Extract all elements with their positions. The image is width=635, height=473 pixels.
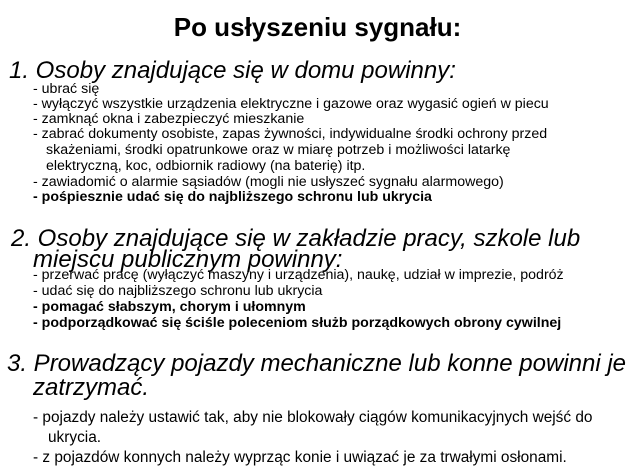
section-2-item-1: - przerwać pracę (wyłączyć maszyny i urządzenia), naukę, udział w imprezie, podróż bbox=[33, 267, 564, 283]
section-2-item-3: - pomagać słabszym, chorym i ułomnym bbox=[33, 299, 306, 315]
section-3-item-1: - pojazdy należy ustawić tak, aby nie blokowały ciągów komunikacyjnych wejść do bbox=[33, 409, 593, 426]
section-1-item-2: - wyłączyć wszystkie urządzenia elektryczne i gazowe oraz wygasić ogień w piecu bbox=[33, 96, 549, 112]
section-1-item-6: - pośpiesznie udać się do najbliższego schronu lub ukrycia bbox=[33, 189, 432, 205]
section-3-heading-line-2: zatrzymać. bbox=[33, 374, 150, 401]
section-2-item-4: - podporządkować się ściśle poleceniom służb porządkowych obrony cywilnej bbox=[33, 315, 562, 331]
section-2-item-2: - udać się do najbliższego schronu lub ukrycia bbox=[33, 283, 323, 299]
section-3-item-2: - z pojazdów konnych należy wyprząc konie i uwiązać je za trwałymi osłonami. bbox=[33, 449, 567, 466]
section-2-heading-line-2: miejscu publicznym powinny: bbox=[33, 246, 343, 273]
section-1-heading: 1. Osoby znajdujące się w domu powinny: bbox=[9, 57, 456, 84]
section-1-item-3: - zamknąć okna i zabezpieczyć mieszkanie bbox=[33, 111, 305, 127]
section-1-item-1: - ubrać się bbox=[33, 81, 100, 97]
page-title: Po usłyszeniu sygnału: bbox=[173, 12, 462, 42]
section-1-item-4: - zabrać dokumenty osobiste, zapas żywności, indywidualne środki ochrony przed bbox=[33, 126, 548, 142]
section-2-heading-line-1: 2. Osoby znajdujące się w zakładzie pracy, szkole lub bbox=[11, 225, 581, 252]
section-1-item-4-cont-2: elektryczną, koc, odbiornik radiowy (na baterię) itp. bbox=[46, 158, 366, 174]
section-3-item-1-cont: ukrycia. bbox=[48, 429, 102, 446]
section-3-heading-line-1: 3. Prowadzący pojazdy mechaniczne lub konne powinni je bbox=[7, 350, 627, 377]
section-1-item-4-cont-1: skażeniami, środki opatrunkowe oraz w miarę potrzeb i możliwości latarkę bbox=[46, 142, 511, 158]
section-1-item-5: - zawiadomić o alarmie sąsiadów (mogli nie usłyszeć sygnału alarmowego) bbox=[33, 174, 504, 190]
